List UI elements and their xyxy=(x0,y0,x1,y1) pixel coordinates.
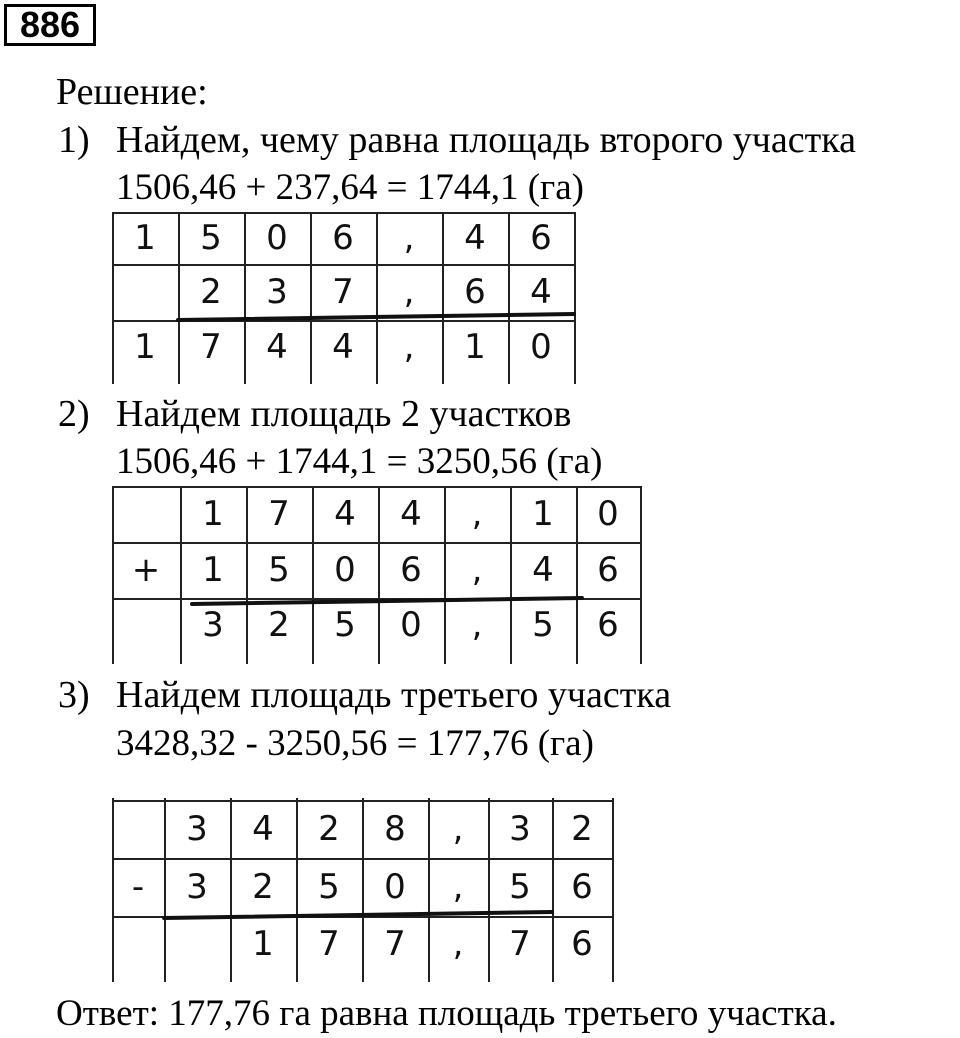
step-3-equation: 3428,32 - 3250,56 = 177,76 (га) xyxy=(116,723,594,764)
grid-cell: 1 xyxy=(134,218,156,258)
grid-cell: 2 xyxy=(252,867,274,907)
grid-cell: 1 xyxy=(464,327,486,367)
grid-cell: 4 xyxy=(252,809,274,849)
grid-cell: , xyxy=(403,218,415,258)
grid-cell: , xyxy=(471,550,483,590)
grid-cell: 5 xyxy=(318,867,340,907)
grid-cell: 4 xyxy=(464,218,486,258)
solution-label: Решение: xyxy=(56,71,208,113)
grid-cell: 3 xyxy=(186,867,208,907)
step-2-equation: 1506,46 + 1744,1 = 3250,56 (га) xyxy=(116,441,603,482)
grid-cell: 6 xyxy=(530,218,552,258)
grid-cell: 5 xyxy=(268,550,290,590)
grid-cell: - xyxy=(131,867,145,907)
grid-cell: 0 xyxy=(530,327,552,367)
grid-cell: 1 xyxy=(202,494,224,534)
grid-cell: 0 xyxy=(400,605,422,645)
grid-cell: 1 xyxy=(134,327,156,367)
answer-text: Ответ: 177,76 га равна площадь третьего участка. xyxy=(56,993,837,1034)
grid-cell: 2 xyxy=(318,809,340,849)
grid-cell: , xyxy=(452,867,464,907)
grid-cell: 2 xyxy=(268,605,290,645)
grid-cell: 4 xyxy=(532,550,554,590)
grid-cell: 3 xyxy=(202,605,224,645)
grid-cell: , xyxy=(403,272,415,312)
grid-cell: 3 xyxy=(266,272,288,312)
grid-cell: 6 xyxy=(571,924,593,964)
grid-cell: , xyxy=(471,494,483,534)
grid-cell: 6 xyxy=(464,272,486,312)
grid-cell: + xyxy=(131,550,161,590)
grid-cell: 7 xyxy=(384,924,406,964)
grid-cell: 0 xyxy=(597,494,619,534)
grid-cell: 4 xyxy=(530,272,552,312)
step-2-column-addition xyxy=(112,486,652,666)
grid-cell: , xyxy=(452,924,464,964)
step-1-index: 1) xyxy=(58,119,90,161)
grid-cell: 6 xyxy=(597,550,619,590)
step-1-equation: 1506,46 + 237,64 = 1744,1 (га) xyxy=(116,167,584,208)
grid-cell: 6 xyxy=(571,867,593,907)
grid-cell: 7 xyxy=(332,272,354,312)
grid-cell: , xyxy=(452,809,464,849)
grid-cell: 6 xyxy=(332,218,354,258)
step-3-title: Найдем площадь третьего участка xyxy=(116,674,672,716)
grid-cell: 7 xyxy=(318,924,340,964)
grid-cell: 2 xyxy=(200,272,222,312)
step-3-index: 3) xyxy=(58,674,90,716)
grid-cell: 1 xyxy=(532,494,554,534)
step-1-title: Найдем, чему равна площадь второго участка xyxy=(116,119,856,161)
step-1-column-addition xyxy=(112,212,582,392)
grid-cell: 3 xyxy=(186,809,208,849)
grid-cell: , xyxy=(403,327,415,367)
grid-cell: 5 xyxy=(509,867,531,907)
grid-cell: 8 xyxy=(384,809,406,849)
grid-cell: 1 xyxy=(252,924,274,964)
grid-cell: 6 xyxy=(597,605,619,645)
step-3-column-subtraction xyxy=(112,800,632,990)
grid-cell: 1 xyxy=(202,550,224,590)
grid-cell: 0 xyxy=(384,867,406,907)
grid-cell: 5 xyxy=(334,605,356,645)
grid-cell: 3 xyxy=(509,809,531,849)
grid-cell: 4 xyxy=(334,494,356,534)
grid-cell: 0 xyxy=(266,218,288,258)
grid-cell: 5 xyxy=(532,605,554,645)
grid-cell: 7 xyxy=(200,327,222,367)
grid-cell: 7 xyxy=(509,924,531,964)
grid-cell: 2 xyxy=(571,809,593,849)
problem-number: 886 xyxy=(4,4,96,46)
grid-cell: 5 xyxy=(200,218,222,258)
grid-cell: 4 xyxy=(266,327,288,367)
grid-cell: 4 xyxy=(332,327,354,367)
grid-cell: 6 xyxy=(400,550,422,590)
step-2-title: Найдем площадь 2 участков xyxy=(116,393,572,435)
grid-cell: , xyxy=(471,605,483,645)
grid-cell: 0 xyxy=(334,550,356,590)
grid-cell: 7 xyxy=(268,494,290,534)
grid-cell: 4 xyxy=(400,494,422,534)
step-2-index: 2) xyxy=(58,393,90,435)
